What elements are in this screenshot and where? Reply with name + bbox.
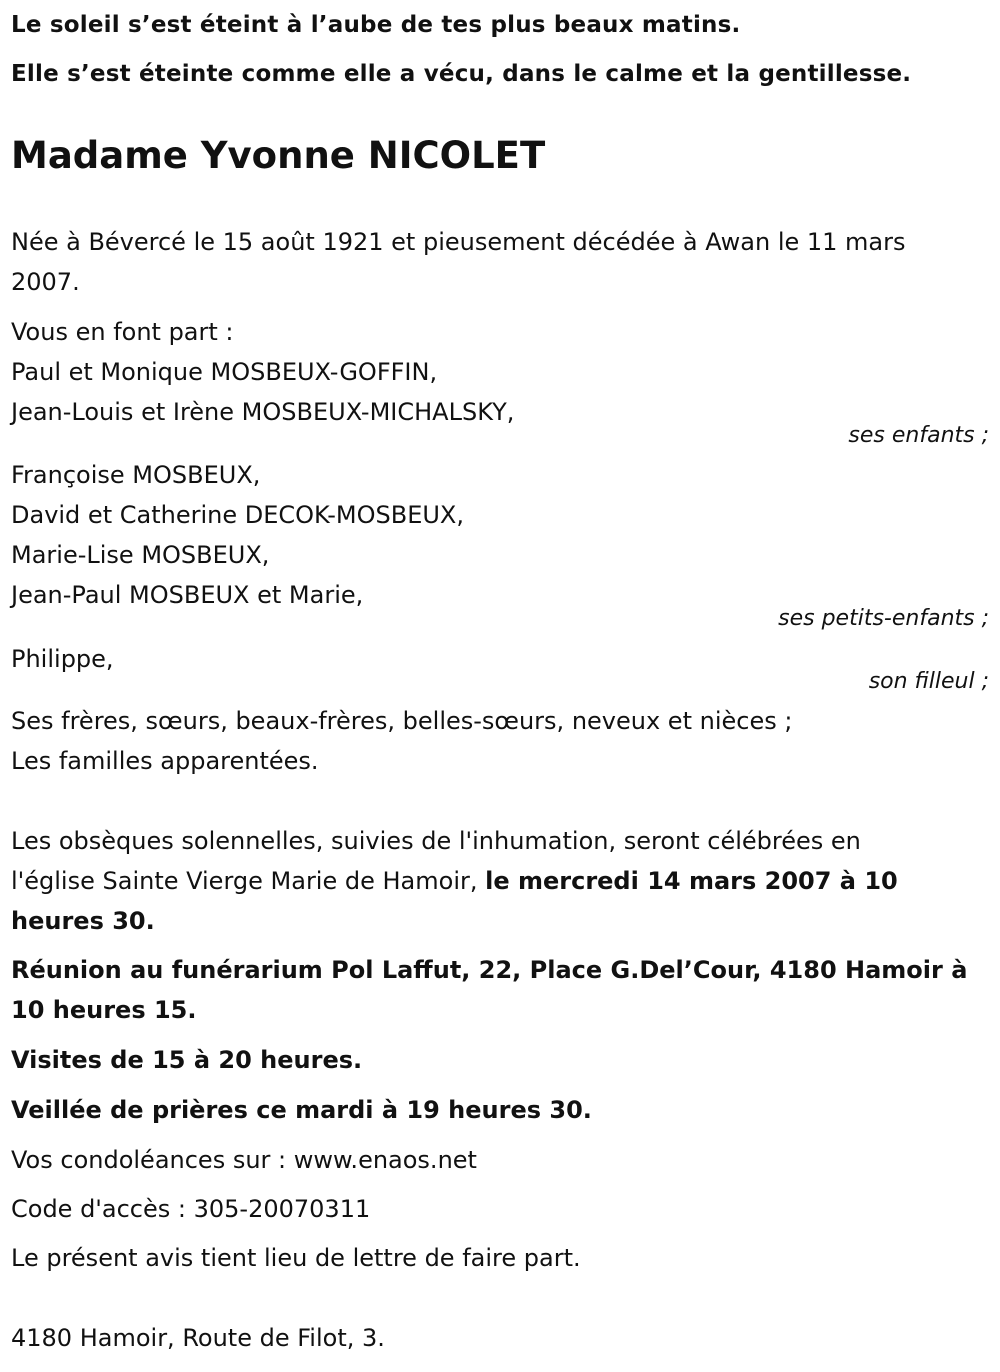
child-2: Jean-Louis et Irène MOSBEUX-MICHALSKY, — [11, 398, 515, 426]
meeting-line-2: 10 heures 15. — [11, 996, 197, 1024]
funeral-line-3: heures 30. — [11, 907, 155, 935]
deceased-name: Madame Yvonne NICOLET — [11, 134, 546, 177]
visits: Visites de 15 à 20 heures. — [11, 1046, 363, 1074]
opening-quote-line-1: Le soleil s’est éteint à l’aube de tes plus beaux matins. — [11, 12, 741, 38]
announce-intro: Vous en font part : — [11, 318, 234, 346]
godson-role: son filleul ; — [868, 669, 989, 694]
notice: Le présent avis tient lieu de lettre de faire part. — [11, 1244, 581, 1272]
access-code: Code d'accès : 305-20070311 — [11, 1195, 371, 1223]
grandchildren-role: ses petits-enfants ; — [778, 606, 989, 631]
opening-quote-line-2: Elle s’est éteinte comme elle a vécu, dans le calme et la gentillesse. — [11, 61, 912, 87]
vigil: Veillée de prières ce mardi à 19 heures 30. — [11, 1096, 592, 1124]
funeral-line-2 — [11, 861, 898, 901]
funeral-church: l'église Sainte Vierge Marie de Hamoir, — [11, 867, 486, 895]
birth-death-line-1: Née à Bévercé le 15 août 1921 et pieusement décédée à Awan le 11 mars — [11, 228, 906, 256]
godson: Philippe, — [11, 645, 114, 673]
funeral-date: le mercredi 14 mars 2007 à 10 — [485, 867, 898, 895]
grandchild-4: Jean-Paul MOSBEUX et Marie, — [11, 581, 364, 609]
birth-death-line-2: 2007. — [11, 268, 80, 296]
grandchild-2: David et Catherine DECOK-MOSBEUX, — [11, 501, 464, 529]
funeral-line-1: Les obsèques solennelles, suivies de l'inhumation, seront célébrées en — [11, 827, 861, 855]
grandchild-3: Marie-Lise MOSBEUX, — [11, 541, 270, 569]
family-line-1: Ses frères, sœurs, beaux-frères, belles-sœurs, neveux et nièces ; — [11, 707, 793, 735]
meeting-line-1: Réunion au funérarium Pol Laffut, 22, Place G.Del’Cour, 4180 Hamoir à — [11, 956, 968, 984]
children-role: ses enfants ; — [848, 423, 989, 448]
child-1: Paul et Monique MOSBEUX-GOFFIN, — [11, 358, 438, 386]
grandchild-1: Françoise MOSBEUX, — [11, 461, 261, 489]
family-line-2: Les familles apparentées. — [11, 747, 319, 775]
condolences: Vos condoléances sur : www.enaos.net — [11, 1146, 477, 1174]
address: 4180 Hamoir, Route de Filot, 3. — [11, 1324, 385, 1352]
